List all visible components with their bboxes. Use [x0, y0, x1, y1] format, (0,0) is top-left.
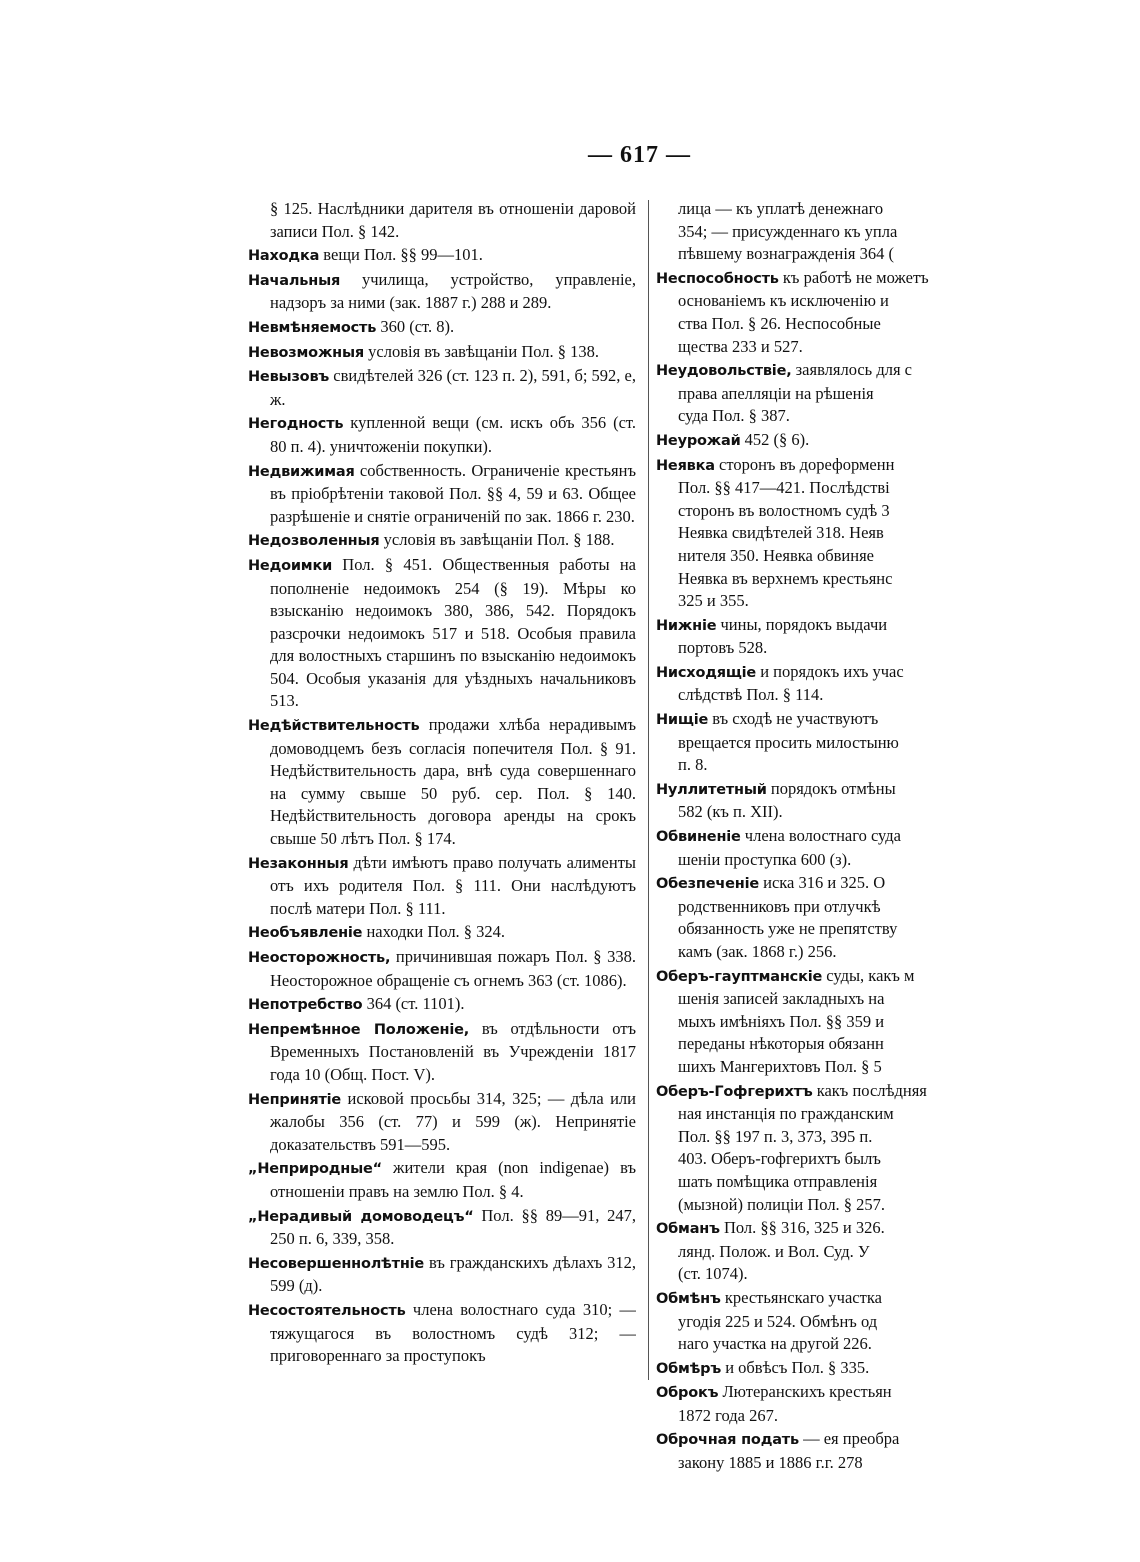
entry-text: шихъ Мангерихтовъ Пол. § 5 [678, 1056, 882, 1076]
entry-heading: Оберъ-гауптманскіе [656, 968, 823, 985]
index-entry [248, 269, 636, 315]
entry-line [656, 290, 956, 313]
entry-heading: Недозволенныя [248, 533, 380, 550]
entry-line [656, 221, 956, 244]
entry-heading: Невызовъ [248, 369, 330, 386]
entry-heading: Обманъ [656, 1221, 720, 1238]
index-entry [656, 1080, 956, 1104]
entry-text: Пол. §§ 417—421. Послѣдстві [678, 478, 890, 498]
entry-line [656, 1452, 956, 1475]
entry-text: родственниковъ при отлучкѣ [678, 896, 881, 916]
entry-text: Пол. §§ 316, 325 и 326. [719, 1218, 885, 1238]
entry-text: врещается просить милостыню [678, 732, 899, 752]
entry-text: 325 и 355. [678, 591, 749, 611]
entry-line [656, 500, 956, 523]
entry-heading: Несовершеннолѣтніе [248, 1255, 425, 1272]
entry-line [656, 313, 956, 336]
entry-line [656, 896, 956, 919]
index-entry [656, 872, 956, 896]
entry-text: дѣти имѣютъ право получать алименты отъ ихъ родителя Пол. § 111. Они наслѣдуютъ послѣ матери Пол. § 111. [270, 852, 636, 918]
entry-text: къ работѣ не можетъ [778, 267, 929, 287]
index-entry [656, 1428, 956, 1452]
entry-text: и обвѣсъ Пол. § 335. [721, 1357, 870, 1377]
entry-line [656, 590, 956, 613]
entry-heading: Неурожай [656, 432, 741, 449]
index-entry [248, 316, 636, 340]
entry-text: щества 233 и 527. [678, 336, 803, 356]
entry-text: слѣдствѣ Пол. § 114. [678, 685, 824, 705]
entry-heading: Незаконныя [248, 855, 349, 872]
entry-line [656, 1241, 956, 1264]
entry-text: собственность. Ограниченіе крестьянъ въ пріобрѣтеніи таковой Пол. §§ 4, 59 и 63. Общее разрѣшеніе и снятіе ограниченій по зак. 1866 г. 230. [270, 460, 636, 526]
entry-line [656, 568, 956, 591]
entry-text: портовъ 528. [678, 638, 768, 658]
entry-text: шеніи проступка 600 (з). [678, 849, 852, 869]
entry-line [656, 477, 956, 500]
entry-line [656, 1103, 956, 1126]
index-entry [656, 661, 956, 685]
entry-line [656, 1405, 956, 1428]
entry-text: Лютеранскихъ крестьян [718, 1382, 892, 1402]
entry-text: въ сходѣ не участвуютъ [708, 709, 879, 729]
entry-text: нителя 350. Неявка обвиняе [678, 545, 874, 565]
entry-text: 403. Оберъ-гофгерихтъ былъ [678, 1149, 881, 1169]
entry-line [656, 1126, 956, 1149]
entry-heading: Непотребство [248, 997, 363, 1014]
entry-heading: Неявка [656, 457, 715, 474]
entry-text: продажи хлѣба нерадивымъ домоводцемъ безъ согласія попечителя Пол. § 91. Недѣйствительность дара, внѣ суда совершеннаго на сумму свыше 50 руб. сер. Пол. § 140. Недѣйствительность договора аренды на срокъ свыше 50 лѣтъ Пол. § 174. [270, 715, 636, 849]
entry-line [656, 1056, 956, 1079]
entry-text: Пол. §§ 89—91, 247, 250 п. 6, 339, 358. [270, 1205, 636, 1249]
entry-text: и порядокъ ихъ учас [756, 661, 904, 681]
entry-text: какъ послѣдняя [812, 1080, 927, 1100]
entry-text: члена волостнаго суда [740, 826, 901, 846]
entry-heading: Непремѣнное Положеніе, [248, 1021, 470, 1038]
entry-text: — ея преобра [798, 1429, 900, 1449]
entry-text: 452 (§ 6). [740, 429, 810, 449]
index-entry [656, 429, 956, 453]
entry-text: наго участка на другой 226. [678, 1334, 872, 1354]
index-entry [248, 852, 636, 921]
entry-heading: „Нерадивый домоводецъ“ [248, 1208, 474, 1225]
entry-text: суда Пол. § 387. [678, 406, 790, 426]
entry-text: условія въ завѣщаніи Пол. § 138. [364, 341, 600, 361]
entry-text: 582 (къ п. XII). [678, 802, 783, 822]
entry-heading: Обмѣръ [656, 1360, 722, 1377]
entry-heading: Непринятіе [248, 1091, 342, 1108]
entry-line [656, 918, 956, 941]
entry-text: сторонъ въ волостномъ судѣ 3 [678, 500, 890, 520]
index-entry [656, 1217, 956, 1241]
entry-heading: Обмѣнъ [656, 1290, 721, 1307]
entry-heading: Начальныя [248, 272, 341, 289]
index-entry [248, 1157, 636, 1203]
index-entry [656, 1287, 956, 1311]
index-entry [248, 460, 636, 529]
entry-line [656, 1311, 956, 1334]
entry-line [656, 1171, 956, 1194]
index-entry [656, 198, 956, 221]
index-entry [248, 412, 636, 458]
entry-line [656, 522, 956, 545]
entry-text: 1872 года 267. [678, 1405, 778, 1425]
entry-heading: Нижніе [656, 617, 717, 634]
entry-text: Неявка въ верхнемъ крестьянс [678, 568, 893, 588]
entry-text: мыхъ имѣніяхъ Пол. §§ 359 и [678, 1011, 885, 1031]
entry-text: пѣвшему вознагражденія 364 ( [678, 244, 894, 264]
entry-line [656, 637, 956, 660]
entry-heading: Неудовольствіе, [656, 363, 792, 380]
entry-line [656, 545, 956, 568]
entry-text: п. 8. [678, 755, 708, 775]
index-entry [248, 714, 636, 851]
entry-text: чины, порядокъ выдачи [716, 614, 888, 634]
entry-heading: Оберъ-Гофгерихтъ [656, 1083, 813, 1100]
entry-heading: Недѣйствительность [248, 718, 420, 735]
entry-text: ства Пол. § 26. Неспособные [678, 313, 881, 333]
entry-text: причинившая пожаръ Пол. § 338. Неосторожное обращеніе съ огнемъ 363 (ст. 1086). [270, 947, 636, 990]
entry-heading: Необъявленіе [248, 925, 363, 942]
index-entry [248, 198, 636, 243]
entry-text: исковой просьбы 314, 325; — дѣла или жалобы 356 (ст. 77) и 599 (ж). Непринятіе доказательствъ 591—595. [270, 1088, 636, 1154]
entry-text: въ гражданскихъ дѣлахъ 312, 599 (д). [270, 1252, 636, 1296]
index-entry [656, 708, 956, 732]
entry-line [656, 754, 956, 777]
entry-text: (мызной) полиціи Пол. § 257. [678, 1194, 886, 1214]
entry-line [656, 684, 956, 707]
entry-text: иска 316 и 325. О [758, 873, 886, 893]
entry-line [656, 405, 956, 428]
entry-text: сторонъ въ дореформенн [714, 454, 895, 474]
entry-text: шать помѣщика отправленія [678, 1171, 878, 1191]
entry-text: 354; — присужденнаго къ упла [678, 221, 898, 241]
entry-line [656, 1148, 956, 1171]
entry-heading: Обвиненіе [656, 829, 741, 846]
entry-line [656, 988, 956, 1011]
entry-text: условія въ завѣщаніи Пол. § 188. [379, 530, 615, 550]
entry-text: вещи Пол. §§ 99—101. [319, 245, 483, 265]
entry-line [656, 336, 956, 359]
entry-text: крестьянскаго участка [720, 1287, 882, 1307]
entry-line [656, 849, 956, 872]
index-entry [248, 993, 636, 1017]
entry-text: Неявка свидѣтелей 318. Неяв [678, 523, 884, 543]
index-entry [248, 1018, 636, 1087]
index-entry [656, 614, 956, 638]
entry-text: камъ (зак. 1868 г.) 256. [678, 942, 837, 961]
entry-line [656, 383, 956, 406]
entry-heading: Невмѣняемость [248, 319, 377, 336]
entry-line [656, 1033, 956, 1056]
entry-text: лянд. Полож. и Вол. Суд. У [678, 1241, 870, 1261]
index-entry [656, 965, 956, 989]
entry-line [656, 1263, 956, 1286]
entry-text: шенія записей закладныхъ на [678, 989, 885, 1009]
entry-heading: Неспособность [656, 270, 779, 287]
entry-line [656, 1333, 956, 1356]
entry-text: члена волостнаго суда 310; — тяжущагося въ волостномъ судѣ 312; — приговореннаго за проступокъ [270, 1299, 636, 1366]
entry-heading: Недвижимая [248, 463, 355, 480]
index-entry [656, 1381, 956, 1405]
entry-heading: Нисходящіе [656, 664, 757, 681]
entry-heading: Невозможныя [248, 344, 365, 361]
index-entry [248, 341, 636, 365]
entry-text: § 125. Наслѣдники дарителя въ отношеніи даровой записи Пол. § 142. [270, 199, 636, 241]
entry-line [656, 243, 956, 266]
entry-text: основаніемъ къ исключенію и [678, 291, 889, 311]
page-number: — 617 — [588, 142, 691, 168]
entry-heading: Нуллитетный [656, 781, 767, 798]
entry-heading: Неосторожность, [248, 950, 391, 966]
index-entry [656, 778, 956, 802]
entry-text: переданы нѣкоторыя обязанн [678, 1034, 884, 1054]
entry-text: жители края (non indigenae) въ отношеніи правъ на землю Пол. § 4. [270, 1158, 636, 1201]
index-entry [656, 267, 956, 291]
entry-text: Пол. § 451. Общественныя работы на пополненіе недоимокъ 254 (§ 19). Мѣры ко взысканію недоимокъ 380, 386, 542. Порядокъ разсрочки недоимокъ 517 и 518. Особыя правила для волостныхъ старшинъ по взысканію недоимокъ 504. Особыя указанія для уѣздныхъ начальниковъ 513. [270, 554, 636, 711]
entry-line [656, 1194, 956, 1217]
entry-heading: Обезпеченіе [656, 876, 759, 893]
entry-text: права апелляціи на рѣшенія [678, 383, 874, 403]
index-entry [248, 1252, 636, 1298]
entry-text: заявлялось для с [791, 360, 913, 380]
entry-heading: „Неприродные“ [248, 1161, 383, 1178]
entry-heading: Несостоятельность [248, 1302, 406, 1319]
entry-text: 360 (ст. 8). [376, 316, 455, 336]
index-entry [248, 365, 636, 411]
index-entry [248, 529, 636, 553]
entry-text: свидѣтелей 326 (ст. 123 п. 2), 591, б; 592, е, ж. [270, 366, 636, 409]
entry-heading: Нищіе [656, 712, 709, 729]
entry-text: ная инстанція по гражданским [678, 1104, 894, 1124]
entry-heading: Оброчная подать [656, 1432, 799, 1449]
entry-text: обязанность уже не препятству [678, 919, 898, 939]
index-entry [656, 825, 956, 849]
entry-heading: Находка [248, 248, 320, 265]
right-column [656, 198, 956, 1476]
index-entry [656, 359, 956, 383]
left-column [248, 198, 636, 1369]
entry-text: Пол. §§ 197 п. 3, 373, 395 п. [678, 1126, 873, 1146]
entry-text: (ст. 1074). [678, 1264, 748, 1284]
index-entry [656, 1357, 956, 1381]
index-entry [248, 1205, 636, 1251]
index-entry [248, 946, 636, 992]
entry-heading: Оброкъ [656, 1385, 719, 1402]
entry-text: въ отдѣльности отъ Временныхъ Постановленій въ Учрежденіи 1817 года 10 (Общ. Пост. V). [270, 1018, 636, 1084]
entry-line [656, 801, 956, 824]
entry-text: закону 1885 и 1886 г.г. 278 [678, 1453, 863, 1473]
index-entry [248, 554, 636, 713]
entry-line [656, 732, 956, 755]
entry-heading: Недоимки [248, 557, 333, 574]
index-entry [248, 1299, 636, 1368]
entry-text: 364 (ст. 1101). [362, 994, 465, 1014]
index-entry [248, 1088, 636, 1157]
entry-text: лица — къ уплатѣ денежнаго [678, 199, 884, 218]
entry-text: купленной вещи (см. искъ объ 356 (ст. 80 п. 4). уничтоженіи покупки). [270, 413, 636, 456]
column-divider [648, 200, 649, 1380]
index-entry [248, 921, 636, 945]
entry-line [656, 941, 956, 964]
index-entry [248, 244, 636, 268]
entry-text: находки Пол. § 324. [362, 922, 506, 942]
index-entry [656, 454, 956, 478]
entry-text: угодія 225 и 524. Обмѣнъ од [678, 1311, 878, 1331]
entry-text: суды, какъ м [822, 965, 915, 985]
entry-text: училища, устройство, управленіе, надзоръ за ними (зак. 1887 г.) 288 и 289. [270, 269, 636, 313]
entry-heading: Негодность [248, 416, 344, 433]
entry-text: порядокъ отмѣны [766, 778, 896, 798]
entry-line [656, 1011, 956, 1034]
